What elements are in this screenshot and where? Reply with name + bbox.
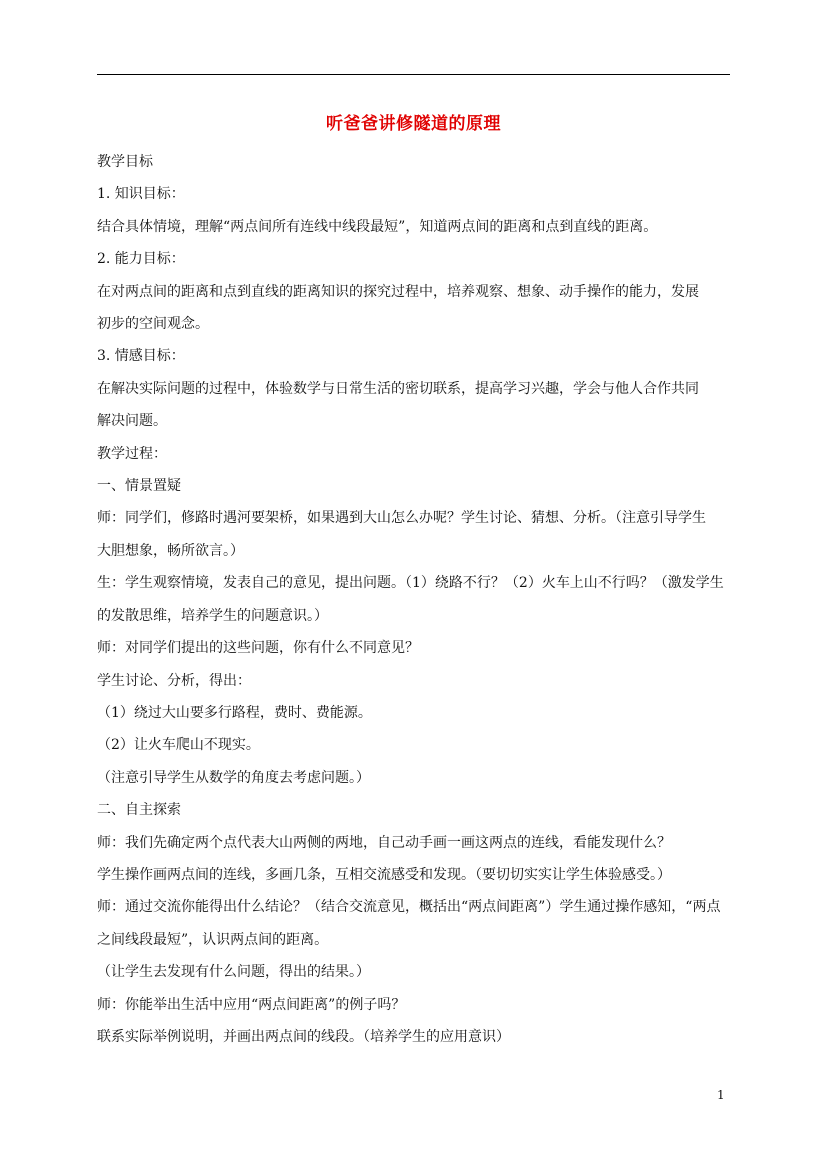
paragraph: 3. 情感目标： — [97, 348, 185, 365]
paragraph: 之间线段最短”，认识两点间的距离。 — [97, 931, 329, 948]
paragraph: 大胆想象，畅所欲言。） — [97, 542, 244, 559]
paragraph: （1）绕过大山要多行路程，费时、费能源。 — [97, 704, 372, 721]
paragraph: 学生操作画两点间的连线，多画几条，互相交流感受和发现。（要切切实实让学生体验感受。） — [97, 866, 671, 883]
paragraph: 一、情景置疑 — [97, 478, 181, 495]
paragraph: 教学过程： — [97, 445, 167, 462]
paragraph: （注意引导学生从数学的角度去考虑问题。） — [97, 769, 370, 786]
paragraph: 的发散思维，培养学生的问题意识。） — [97, 607, 328, 624]
paragraph: （2）让火车爬山不现实。 — [97, 737, 260, 754]
paragraph: 教学目标 — [97, 154, 153, 170]
paragraph: 二、自主探索 — [97, 802, 181, 819]
paragraph: 1. 知识目标： — [97, 186, 185, 203]
paragraph: （让学生去发现有什么问题，得出的结果。） — [97, 964, 370, 981]
paragraph: 在对两点间的距离和点到直线的距离知识的探究过程中，培养观察、想象、动手操作的能力，发展 — [97, 283, 699, 300]
paragraph: 师：你能举出生活中应用“两点间距离”的例子吗？ — [97, 996, 406, 1013]
paragraph: 联系实际举例说明，并画出两点间的线段。（培养学生的应用意识） — [97, 1028, 510, 1045]
paragraph: 2. 能力目标： — [97, 251, 185, 268]
document-body — [97, 146, 733, 1053]
paragraph: 解决问题。 — [97, 413, 167, 430]
paragraph: 结合具体情境，理解“两点间所有连线中线段最短”，知道两点间的距离和点到直线的距离。 — [97, 218, 658, 235]
paragraph: 师：我们先确定两个点代表大山两侧的两地，自己动手画一画这两点的连线，看能发现什么？ — [97, 834, 671, 851]
header-rule — [97, 74, 730, 75]
paragraph: 初步的空间观念。 — [97, 316, 209, 333]
paragraph: 生：学生观察情境，发表自己的意见，提出问题。（1）绕路不行？（2）火车上山不行吗？（激发学生 — [97, 575, 724, 592]
paragraph: 师：同学们，修路时遇河要架桥，如果遇到大山怎么办呢？学生讨论、猜想、分析。（注意引导学生 — [97, 510, 706, 527]
page-title: 听爸爸讲修隧道的原理 — [326, 114, 501, 134]
paragraph: 在解决实际问题的过程中，体验数学与日常生活的密切联系，提高学习兴趣，学会与他人合作共同 — [97, 380, 699, 397]
paragraph: 师：通过交流你能得出什么结论？（结合交流意见，概括出“两点间距离”）学生通过操作感知，“两点 — [97, 899, 721, 916]
paragraph: 学生讨论、分析，得出： — [97, 672, 251, 689]
paragraph: 师：对同学们提出的这些问题，你有什么不同意见？ — [97, 640, 419, 657]
page-number: 1 — [717, 1088, 725, 1102]
